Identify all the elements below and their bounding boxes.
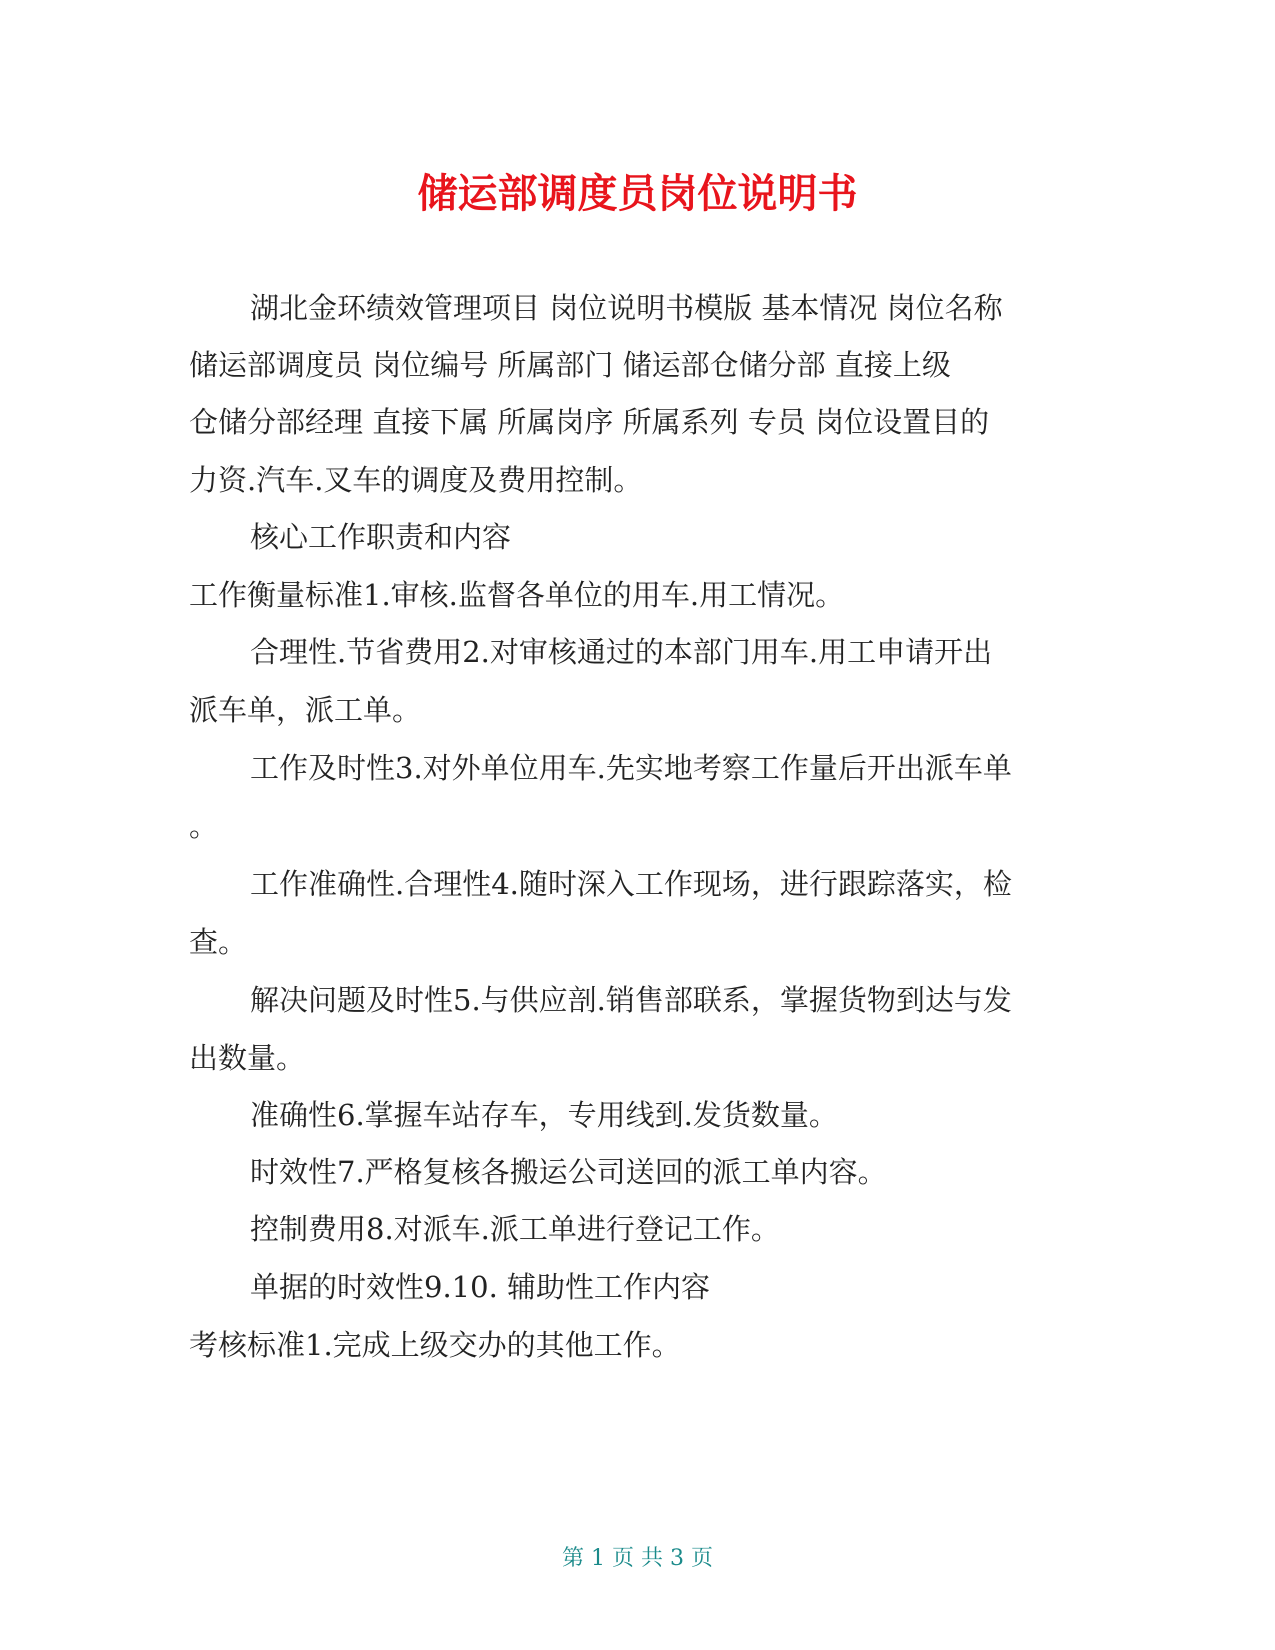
body-line-19: 考核标准1.完成上级交办的其他工作。: [189, 1328, 681, 1362]
body-line-2: 储运部调度员 岗位编号 所属部门 储运部仓储分部 直接上级: [189, 348, 951, 382]
body-line-13: 解决问题及时性5.与供应剖.销售部联系，掌握货物到达与发: [250, 983, 1012, 1017]
page-number-footer: 第 1 页 共 3 页: [562, 1546, 713, 1571]
document-title: 储运部调度员岗位说明书: [417, 171, 858, 217]
body-line-8: 派车单，派工单。: [189, 693, 422, 727]
body-line-12: 查。: [189, 925, 248, 959]
body-line-18: 单据的时效性9.10. 辅助性工作内容: [250, 1270, 711, 1304]
body-line-3: 仓储分部经理 直接下属 所属岗序 所属系列 专员 岗位设置目的: [189, 405, 990, 439]
body-line-11: 工作准确性.合理性4.随时深入工作现场，进行跟踪落实，检: [250, 867, 1012, 901]
body-line-7: 合理性.节省费用2.对审核通过的本部门用车.用工申请开出: [250, 635, 993, 669]
body-line-6: 工作衡量标准1.审核.监督各单位的用车.用工情况。: [189, 578, 845, 612]
section-heading-core-duties: 核心工作职责和内容: [250, 520, 512, 554]
body-line-9: 工作及时性3.对外单位用车.先实地考察工作量后开出派车单: [250, 751, 1012, 785]
body-line-1: 湖北金环绩效管理项目 岗位说明书模版 基本情况 岗位名称: [250, 291, 1003, 325]
body-line-14: 出数量。: [189, 1041, 306, 1075]
body-line-4: 力资.汽车.叉车的调度及费用控制。: [189, 463, 643, 497]
body-line-16: 时效性7.严格复核各搬运公司送回的派工单内容。: [250, 1155, 887, 1189]
body-line-15: 准确性6.掌握车站存车，专用线到.发货数量。: [250, 1098, 838, 1132]
body-line-17: 控制费用8.对派车.派工单进行登记工作。: [250, 1212, 780, 1246]
body-line-10: 。: [189, 809, 219, 843]
